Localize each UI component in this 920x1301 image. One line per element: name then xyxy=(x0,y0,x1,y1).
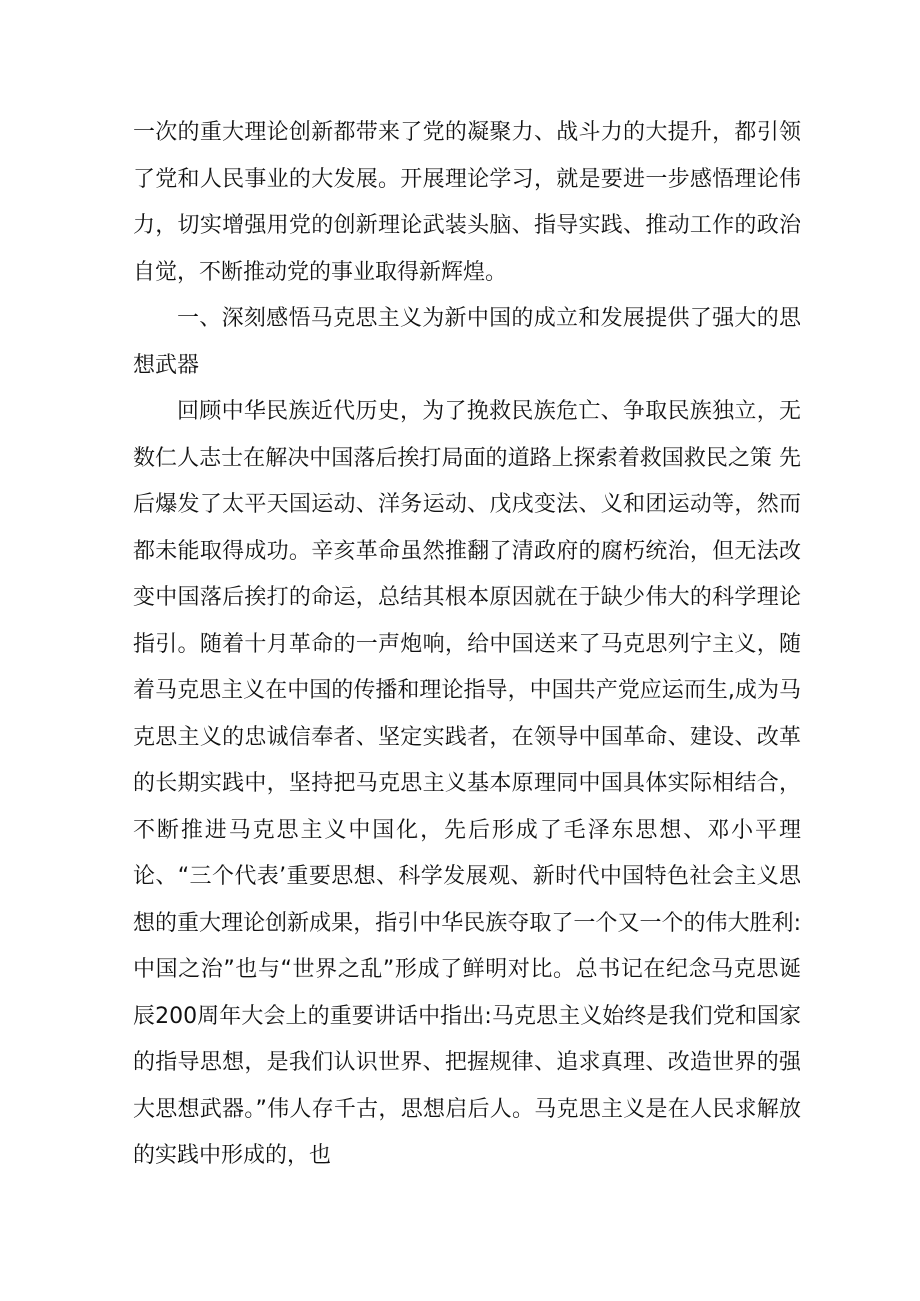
paragraph-history: 回顾中华民族近代历史，为了挽救民族危亡、争取民族独立，无数仁人志士在解决中国落后挨打局面的道路上探索着救国救民之策 先后爆发了太平天国运动、洋务运动、戊戌变法、义和团运动等，然而都未能取得成功。辛亥革命虽然推翻了清政府的腐朽统治，但无法改变中国落后挨打的命运，总结其根本原因就在于缺少伟大的科学理论指引。随着十月革命的一声炮响，给中国送来了马克思列宁主义，随着马克思主义在中国的传播和理论指导，中国共产党应运而生,成为马克思主义的忠诚信奉者、坚定实践者，在领导中国革命、建设、改革的长期实践中，坚持把马克思主义基本原理同中国具体实际相结合，不断推进马克思主义中国化，先后形成了毛泽东思想、邓小平理论、“三个代表’重要思想、科学发展观、新时代中国特色社会主义思想的重大理论创新成果，指引中华民族夺取了一个又一个的伟大胜利:中国之治”也与“世界之乱”形成了鲜明对比。总书记在纪念马克思诞辰200周年大会上的重要讲话中指出:马克思主义始终是我们党和国家的指导思想，是我们认识世界、把握规律、追求真理、改造世界的强大思想武器。”伟人存千古，思想启后人。马克思主义是在人民求解放的实践中形成的，也 xyxy=(133,399,801,1168)
paragraph-continuation: 一次的重大理论创新都带来了党的凝聚力、战斗力的大提升，都引领了党和人民事业的大发展。开展理论学习，就是要进一步感悟理论伟力，切实增强用党的创新理论武装头脑、指导实践、推动工作的政治自觉，不断推动党的事业取得新辉煌。 xyxy=(133,120,801,285)
section-heading: 一、深刻感悟马克思主义为新中国的成立和发展提供了强大的思想武器 xyxy=(133,306,801,378)
document-body xyxy=(133,110,801,1180)
